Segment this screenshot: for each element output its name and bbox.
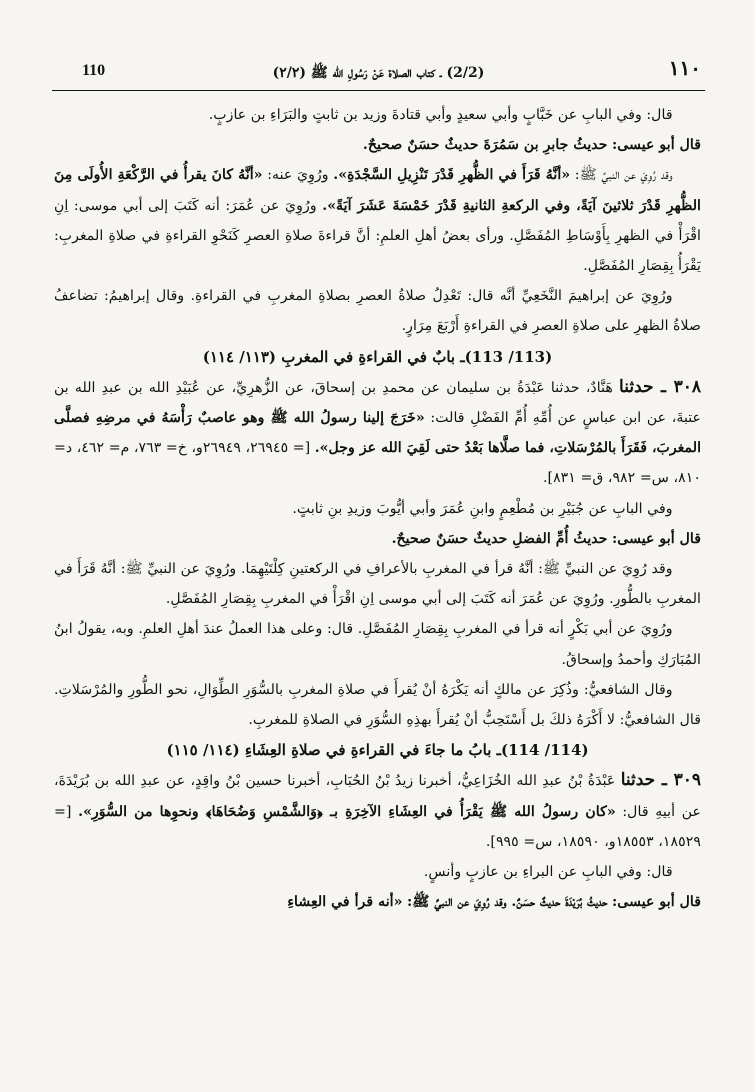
text-run: وقد رُوِيَ عن النبيِّ ﷺ: xyxy=(574,167,673,184)
hadith-number: ٣٠٨ ـ حدثنا xyxy=(619,376,702,397)
hadith-grade: حديثُ أُمِّ الفضلِ حديثٌ حسَنٌ صحيحٌ. xyxy=(391,530,608,547)
paragraph-reports-maghrib: وقد رُوِيَ عن النبيِّ ﷺ: أنَّهُ قرأ في المغربِ بالأعرافِ في الركعتينِ كِلْتَيْهِمَا. ورُوِيَ عن النبيِّ ﷺ: أنَّهُ قَرَأَ في المغربِ بالطُّورِ. ورُوِيَ عن عُمَرَ أنه كَتَبَ إلى أبي موسى اِنِ اقْرَأْ في المغربِ بِقِصَارِ المُفَصَّلِ. xyxy=(54,561,701,608)
hadith-308 xyxy=(54,372,701,494)
paragraph-shafii: وقال الشافعيُّ: وذُكِرَ عن مالكٍ أنه يَكْرَهُ أنْ يُقرأَ في صلاةِ المغربِ بالسُّوَرِ الطِّوَالِ، نحو الطُّورِ والمُرْسَلاتِ. قال الشافعيُّ: لا أَكْرَهُ ذلكَ بل أَسْتَحِبُّ أنْ يُقرأَ بهذِهِ السُّوَرِ في الصلاةِ للمغربِ. xyxy=(54,681,701,729)
paragraph-abu-bakr: ورُوِيَ عن أبي بَكْرٍ أنه قرأ في المغربِ بِقِصَارِ المُفَصَّلِ. قال: وعلى هذا العملُ عندَ أهلِ العلمِ. وبه، يقولُ ابنُ المُبَارَكِ وأحمدُ وإسحاقُ. xyxy=(54,621,701,668)
page-number-arabic: ١١٠ xyxy=(668,56,701,80)
running-title: (2/2) ـ كتاب الصلاة عَنْ رَسُولِ الله ﷺ (٢/٢) xyxy=(272,65,485,81)
page-number-latin: 110 xyxy=(82,62,106,79)
references: [= ١٨٥٢٩، ١٨٥٥٣و، ١٨٥٩٠، س= ٩٩٥]. xyxy=(54,803,701,850)
matn: «خَرَجَ إلينا رسولُ الله ﷺ وهو عاصبٌ رَأْسَهُ في مرضِهِ فصلَّى المغربَ، فَقَرَأَ بالمُرْسَلاتِ، فما صلَّاها بَعْدُ حتى لَقِيَ الله عز وجل». xyxy=(54,410,702,457)
paragraph-bab-note-2: وفي البابِ عن جُبَيْرِ بن مُطْعِمٍ وابنِ عُمَرَ وأبي أيُّوبَ وزيدِ بنِ ثابتٍ. xyxy=(292,500,673,517)
paragraph-reports-zuhr xyxy=(54,160,701,281)
text-run: ورُوِيَ عن عُمَرَ: أنه كَتَبَ إلى أبي موسى: اِنِ اقْرَأْ في الظهرِ بِأَوْسَاطِ المُفَصَّلِ. ورأى بعضُ أهلِ العلمِ: أنَّ قراءةَ صلاةِ العصرِ كَنَحْوِ القراءةِ في صلاةِ المغربِ: يَقْرَأُ بِقِصَارِ المُفَصَّلِ. xyxy=(54,197,701,275)
text-run: ورُوِيَ عنه: xyxy=(267,167,329,184)
isnad: عَبْدَةُ بْنُ عبدِ الله الخُزَاعِيُّ، أخبرنا زيدُ بْنُ الحُبَابِ، أخبرنا حسين بْنُ واقِدٍ، عن عبدِ الله بن بُرَيْدَةَ، عن أبيهِ قال: xyxy=(54,773,701,820)
paragraph-bab-note-1: قال: وفي البابِ عن خَبَّابٍ وأبي سعيدٍ وأبي قتادةَ وزيد بن ثابتٍ والبَرَاءِ بن عازبٍ. xyxy=(208,107,673,123)
matn: «كان رسولُ الله ﷺ يَقْرَأُ في العِشَاءِ الآخِرَةِ بـ ﴿وَالشَّمْسِ وَضُحَاهَا﴾ ونحوِها من السُّوَرِ». xyxy=(78,803,616,820)
abu-isa-label: قال أبو عيسى: xyxy=(612,137,701,154)
paragraph-ibrahim: ورُوِيَ عن إبراهيمَ النَّخَعِيِّ أنَّه قال: تَعْدِلُ صلاةُ العصرِ بصلاةِ المغربِ في القراءةِ. وقال إبراهيمُ: تضاعفُ صلاةُ الظهرِ على صلاةِ العصرِ في القراءةِ أَرْبَعَ مِرَارٍ. xyxy=(54,288,701,335)
references: [= ٢٦٩٤٥، ٢٦٩٤٩و، خ= ٧٦٣، م= ٤٦٢، د= ٨١٠، س= ٩٨٢، ق= ٨٣١]. xyxy=(54,440,701,487)
hadith-number: ٣٠٩ ـ حدثنا xyxy=(620,770,701,791)
quote: «أنَّهُ قَرَأَ في الظُّهرِ قَدْرَ تَنْزِيلِ السَّجْدَةِ». xyxy=(333,167,571,184)
hadith-grade: حديثُ جابرِ بن سَمُرَةَ حديثٌ حسَنٌ صحيحٌ. xyxy=(362,137,608,154)
chapter-heading-isha: (114/ 114)ـ بابُ ما جاءَ في القراءةِ في صلاةِ العِشَاءِ (١١٤/ ١١٥) xyxy=(166,741,589,760)
paragraph-abu-isa-1 xyxy=(54,130,701,160)
abu-isa-label: قال أبو عيسى: xyxy=(612,894,701,911)
paragraph-abu-isa-2 xyxy=(54,524,701,554)
page-body xyxy=(54,100,701,917)
hadith-309 xyxy=(54,765,701,857)
page-header xyxy=(52,56,705,91)
isnad: هَنَّادٌ، حدثنا عَبْدَةُ بن سليمان عن محمدِ بن إسحاقَ، عن الزُّهرِيِّ، عن عُبَيْدِ الله بن عبدِ الله بن عتبةَ، عن ابن عباسٍ عن أُمِّهِ أُمِّ الفَضْلِ قالت: xyxy=(54,379,702,427)
quote: «أنَّهُ كانَ يقرأُ في الرَّكْعَةِ الأُولَى مِنَ الظُّهرِ قَدْرَ ثلاثينَ آيَةً، وفي الركعةِ الثانيةِ قَدْرَ خَمْسَةَ عَشَرَ آيَةً». xyxy=(54,167,701,214)
paragraph-bab-note-3: قال: وفي البابِ عن البراءِ بن عازبٍ وأنسٍ. xyxy=(423,864,673,881)
chapter-heading-maghrib: (113/ 113)ـ بابٌ في القراءةِ في المغربِ (١١٣/ ١١٤) xyxy=(202,347,553,366)
quote: «أنه قرأ في العِشاءِ xyxy=(287,894,403,911)
paragraph-abu-isa-3 xyxy=(54,887,701,917)
hadith-grade: حديثُ بُرَيْدَةَ حديثٌ حسَنٌ. وقد رُوِيَ عن النبيِّ ﷺ: xyxy=(407,894,608,911)
abu-isa-label: قال أبو عيسى: xyxy=(612,530,701,547)
